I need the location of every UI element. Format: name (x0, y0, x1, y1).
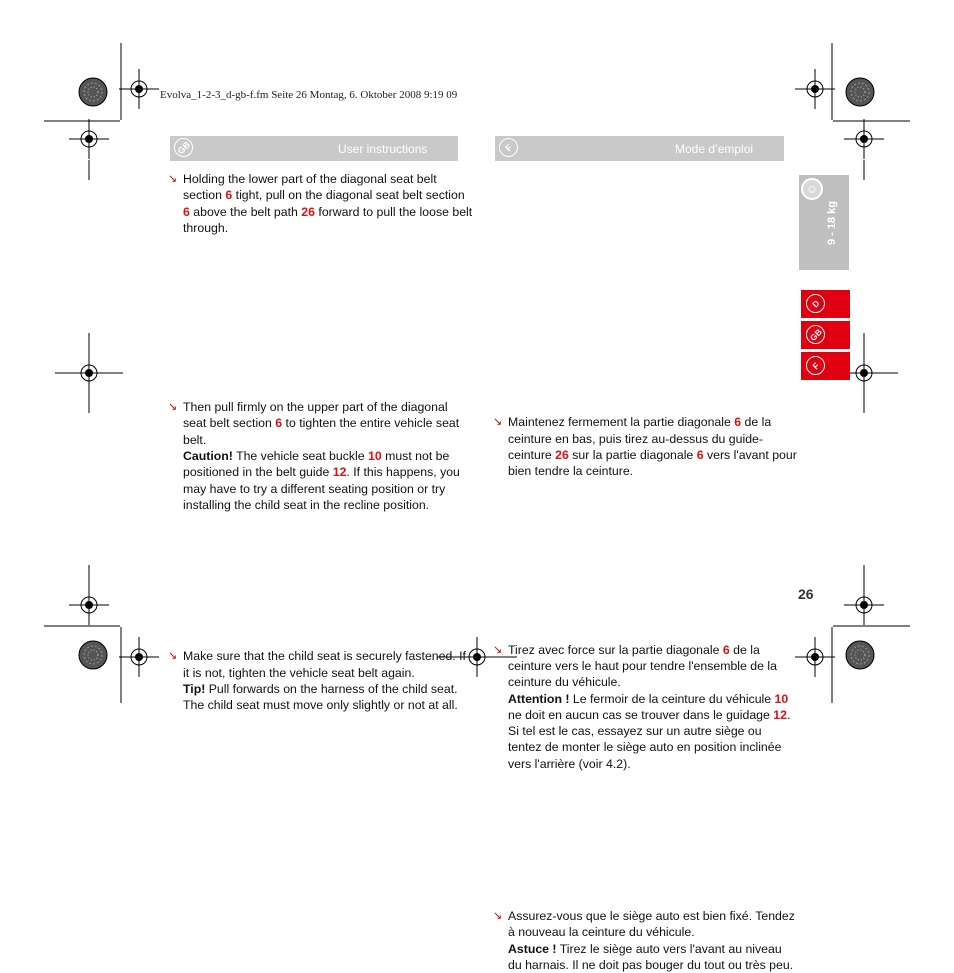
instruction-item (495, 642, 798, 772)
arrow-icon: ↘ (168, 401, 178, 414)
instruction-text (183, 400, 460, 512)
reference-number: 26 (555, 448, 569, 463)
text-run: Tirez avec force sur la partie diagonale (508, 642, 723, 657)
emphasis-label: Tip! (183, 681, 206, 696)
instruction-item (170, 171, 473, 236)
child-face-icon: ☺ (801, 178, 823, 200)
lang-tab-gb[interactable] (801, 321, 850, 349)
instruction-text (183, 172, 472, 235)
language-badge-gb: GB (170, 134, 197, 161)
reference-number: 26 (301, 204, 315, 219)
text-run: de la ceinture vers le haut pour tendre l'ensemble de la ceinture du véhicule. (508, 642, 777, 690)
reference-number: 6 (183, 204, 190, 219)
arrow-icon: ↘ (493, 643, 503, 656)
text-run: Make sure that the child seat is securely fastened. If it is not, tighten the vehicle seat belt again. (183, 649, 466, 680)
reference-number: 6 (225, 188, 233, 203)
text-run: Le fermoir de la ceinture du véhicule (569, 691, 775, 706)
emphasis-label: Attention ! (508, 691, 570, 706)
arrow-icon: ↘ (168, 173, 178, 185)
reference-number: 10 (368, 449, 382, 464)
page-number: 26 (798, 586, 814, 602)
reference-number: 6 (696, 448, 704, 463)
arrow-icon: ↘ (493, 416, 503, 429)
instruction-item (495, 908, 798, 973)
reference-number: 6 (275, 416, 283, 431)
text-run: Pull forwards on the harness of the child seat. The child seat must move only slightly or not at all. (183, 681, 458, 713)
text-run: Assurez-vous que le siège auto est bien fixé. Tendez à nouveau la ceinture du véhicule. (508, 909, 795, 940)
file-info-line: Evolva_1-2-3_d-gb-f.fm Seite 26 Montag, 6. Oktober 2008 9:19 09 (160, 89, 458, 101)
reference-number: 10 (774, 691, 789, 706)
text-run: tight, pull on the diagonal seat belt section (232, 188, 465, 203)
language-badge-f: F (495, 134, 522, 161)
reference-number: 12 (332, 465, 347, 480)
weight-group-tab (799, 175, 849, 270)
text-run: . If this happens, you may have to try a different seating position or try installing the child seat in the recline position. (183, 465, 460, 512)
arrow-icon: ↘ (493, 910, 503, 923)
lang-tab-label: D (802, 290, 829, 317)
lang-tab-d[interactable] (801, 290, 850, 318)
instruction-item (170, 399, 473, 513)
section-title-f: Mode d’emploi (675, 142, 754, 156)
instruction-text (183, 649, 466, 712)
text-run: vers l'avant pour bien tendre la ceinture. (508, 448, 797, 479)
text-run: de la ceinture en bas, puis tirez au-dessus du guide-ceinture (508, 415, 772, 463)
lang-tab-label: F (802, 352, 829, 379)
text-run: sur la partie diagonale (568, 448, 697, 463)
text-run: Maintenez fermement la partie diagonale (508, 415, 735, 430)
instruction-text (508, 643, 790, 771)
instruction-item (495, 414, 798, 479)
emphasis-label: Caution! (183, 449, 233, 464)
text-run: . Si tel est le cas, essayez sur un autre siège ou tentez de monter le siège auto en position inclinée vers l'arrière (voir 4.2). (508, 707, 791, 771)
weight-group-label: 9 - 18 kg (826, 200, 838, 245)
section-header-gb (170, 136, 458, 161)
text-run: to tighten the entire vehicle seat belt. (183, 416, 460, 447)
text-run: above the belt path (189, 204, 302, 219)
lang-tab-label: GB (802, 321, 829, 348)
reference-number: 12 (773, 707, 787, 722)
instruction-item (170, 648, 473, 713)
reference-number: 6 (722, 642, 730, 657)
text-run: Then pull firmly on the upper part of the diagonal seat belt section (183, 400, 448, 431)
lang-tab-f[interactable] (801, 352, 850, 380)
emphasis-label: Astuce ! (508, 941, 557, 956)
text-run: The vehicle seat buckle (232, 449, 368, 464)
instruction-text (508, 415, 797, 478)
text-run: must not be positioned in the belt guide (183, 449, 450, 480)
reference-number: 6 (734, 415, 742, 430)
text-run: forward to pull the loose belt through. (183, 204, 473, 235)
section-header-f (495, 136, 784, 161)
text-run: Tirez le siège auto vers l'avant au niveau du harnais. Il ne doit pas bouger du tout ou très peu. (508, 941, 794, 972)
instruction-text (508, 909, 795, 972)
section-title-gb: User instructions (338, 142, 428, 156)
text-run: ne doit en aucun cas se trouver dans le guidage (508, 707, 774, 722)
arrow-icon: ↘ (168, 650, 178, 663)
text-run: Holding the lower part of the diagonal seat belt section (183, 172, 437, 203)
